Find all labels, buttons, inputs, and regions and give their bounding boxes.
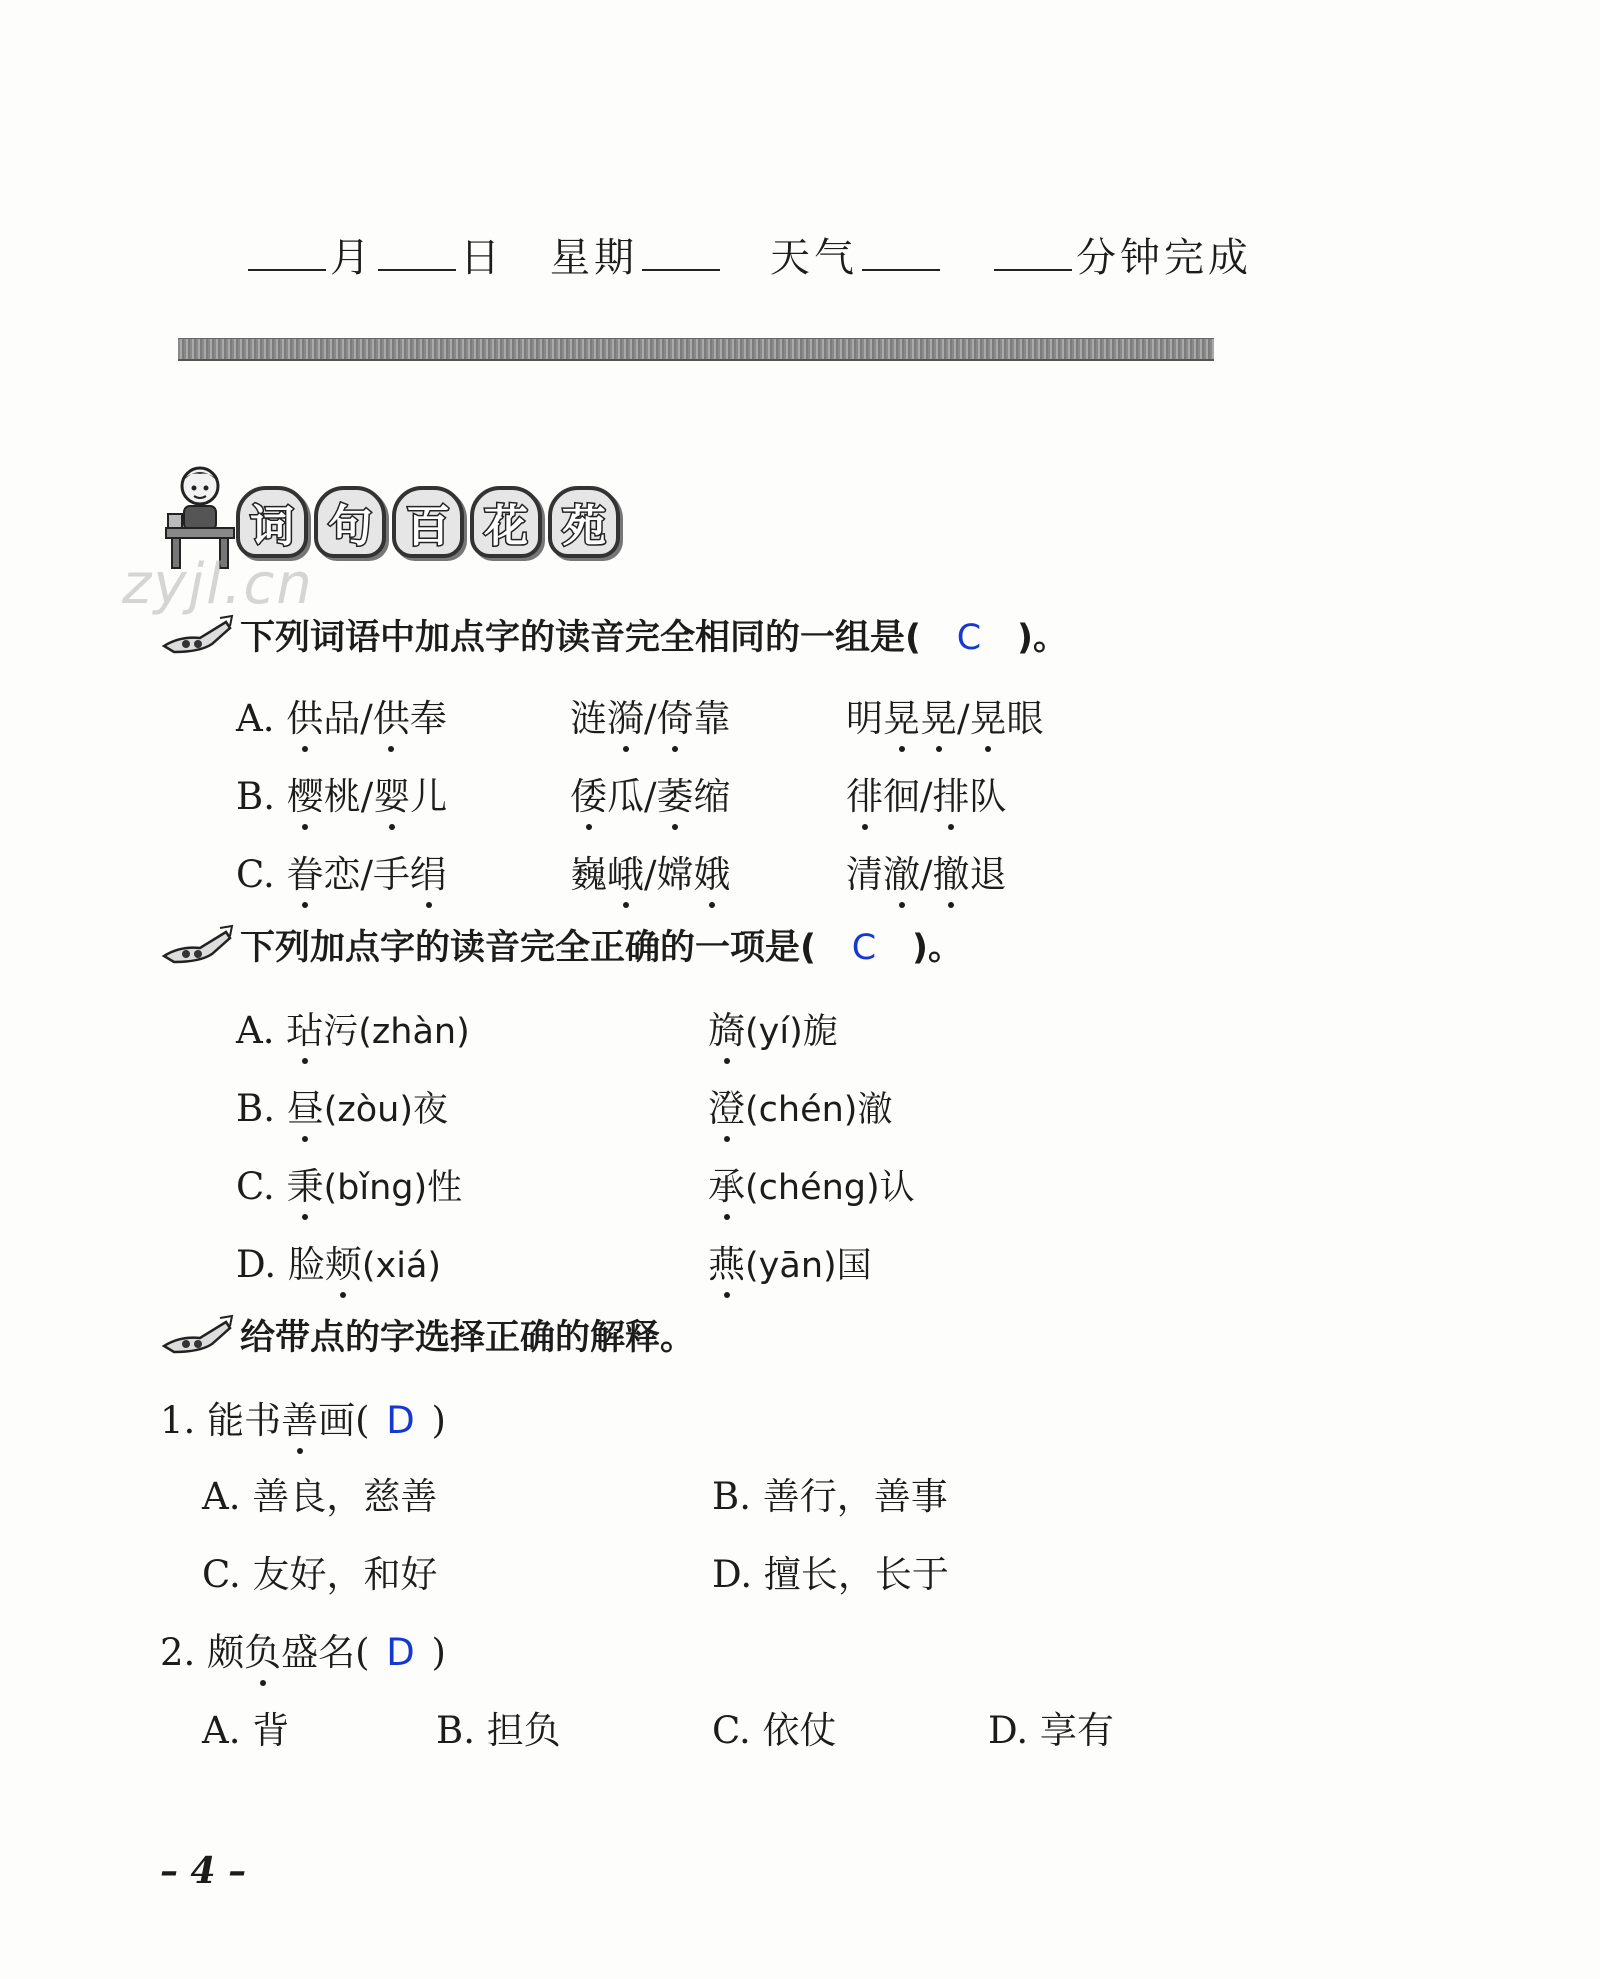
watermark: zyjl.cn [122, 552, 314, 617]
q1-option-a: A. 供品/供奉 [236, 688, 447, 742]
q3-1-option-b: B. 善行，善事 [712, 1475, 948, 1518]
date-line [244, 226, 1252, 283]
header-divider [178, 338, 1214, 361]
rocket-icon [160, 612, 236, 660]
q2-option-d-2: 燕(yān)国 [708, 1234, 872, 1288]
weather-blank[interactable] [862, 239, 940, 271]
weekday-label: 星期 [550, 235, 638, 281]
q2-option-b: B. 昼(zòu)夜 [236, 1078, 448, 1132]
q1-option-c: C. 眷恋/手绢 [236, 844, 447, 898]
q2-option-c-2: 承(chéng)认 [708, 1156, 915, 1210]
title-char: 句 [314, 486, 386, 558]
q2-option-a-2: 旖(yí)旎 [708, 1000, 838, 1054]
answer-1[interactable]: C [956, 618, 982, 658]
question-2-prompt: 下列加点字的读音完全正确的一项是( C )。 [240, 928, 963, 968]
q2-option-a: A. 玷污(zhàn) [236, 1000, 470, 1054]
q3-item-1: 1. 能书善画( D ) [160, 1390, 446, 1444]
q1-option-b-2: 倭瓜/萎缩 [570, 766, 730, 820]
month-blank[interactable] [248, 239, 326, 271]
minutes-label: 分钟完成 [1076, 235, 1252, 281]
title-char: 词 [236, 486, 308, 558]
q3-2-option-d: D. 享有 [988, 1709, 1114, 1752]
answer-3-1[interactable]: D [386, 1399, 415, 1442]
q2-option-c: C. 秉(bǐng)性 [236, 1156, 462, 1210]
q3-1-option-c: C. 友好，和好 [202, 1553, 438, 1596]
q3-1-option-d: D. 擅长，长于 [712, 1553, 949, 1596]
q1-option-c-2: 巍峨/嫦娥 [570, 844, 730, 898]
q3-2-option-b: B. 担负 [436, 1709, 561, 1752]
q1-option-b: B. 樱桃/婴儿 [236, 766, 447, 820]
weekday-blank[interactable] [642, 239, 720, 271]
weather-label: 天气 [770, 235, 858, 281]
title-char: 花 [470, 486, 542, 558]
q1-option-a-2: 涟漪/倚靠 [570, 688, 730, 742]
answer-3-2[interactable]: D [386, 1631, 415, 1674]
q1-option-a-3: 明晃晃/晃眼 [846, 688, 1043, 742]
question-3-prompt: 给带点的字选择正确的解释。 [240, 1318, 696, 1358]
q1-option-b-3: 徘徊/排队 [846, 766, 1006, 820]
rocket-icon [160, 1312, 236, 1360]
q1-option-c-3: 清澈/撤退 [846, 844, 1006, 898]
day-label: 日 [460, 235, 504, 281]
q3-2-option-c: C. 依仗 [712, 1709, 837, 1752]
section-title [236, 486, 626, 558]
q2-option-b-2: 澄(chén)澈 [708, 1078, 892, 1132]
q3-2-option-a: A. 背 [202, 1709, 290, 1752]
question-1-prompt: 下列词语中加点字的读音完全相同的一组是( C )。 [240, 618, 1068, 658]
rocket-icon [160, 922, 236, 970]
q2-option-d: D. 脸颊(xiá) [236, 1234, 441, 1288]
title-char: 苑 [548, 486, 620, 558]
page-number: – 4 – [160, 1850, 247, 1892]
title-char: 百 [392, 486, 464, 558]
minutes-blank[interactable] [994, 239, 1072, 271]
day-blank[interactable] [378, 239, 456, 271]
answer-2[interactable]: C [851, 928, 877, 968]
month-label: 月 [330, 235, 374, 281]
q3-item-2: 2. 颇负盛名( D ) [160, 1622, 446, 1676]
q3-1-option-a: A. 善良，慈善 [202, 1475, 438, 1518]
